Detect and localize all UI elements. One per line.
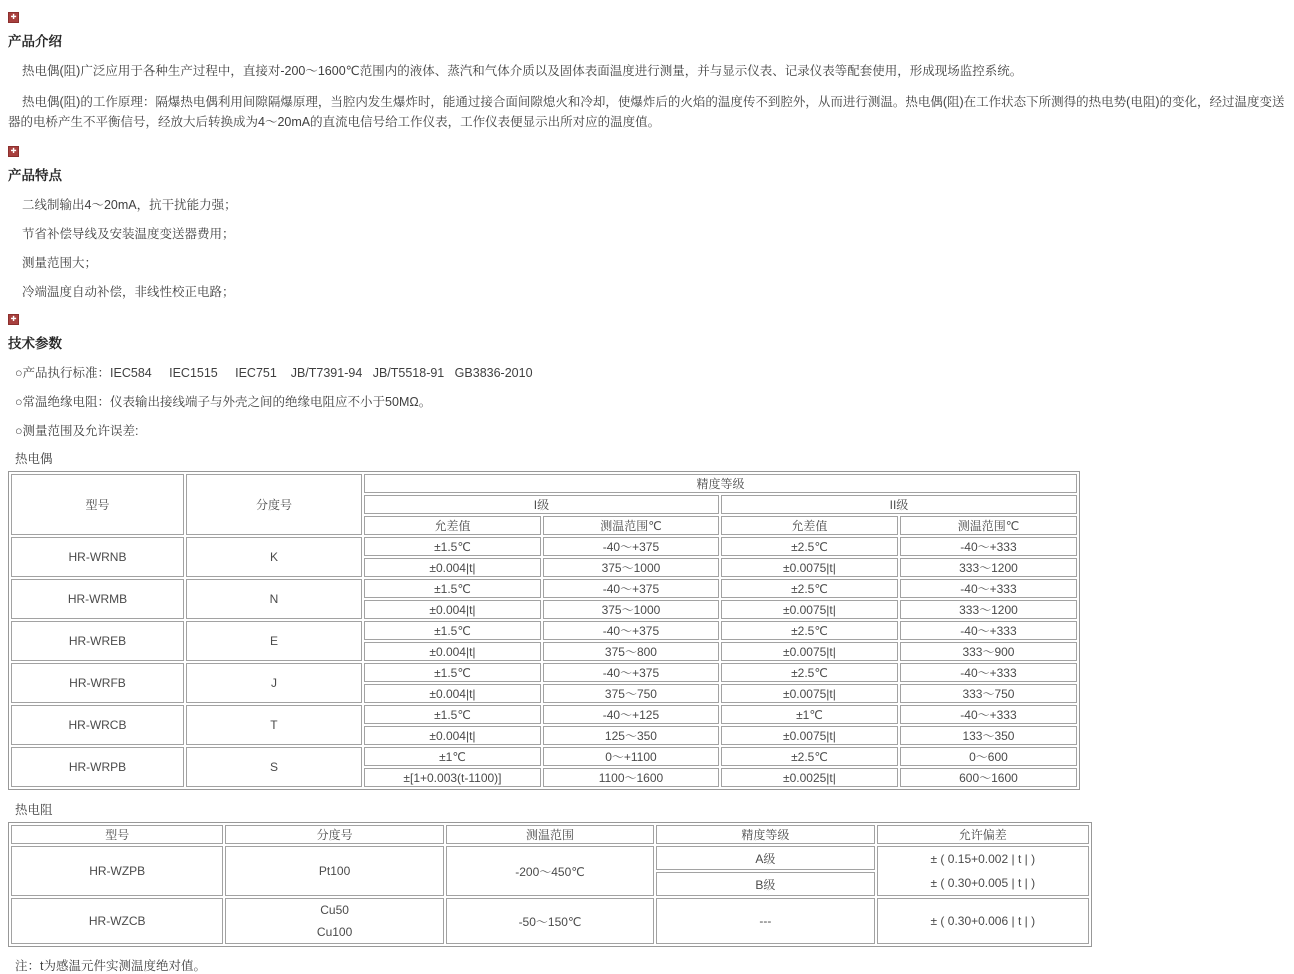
cell-grade: A级 — [656, 846, 874, 870]
header-range: 测温范围℃ — [900, 516, 1077, 535]
cell-model: HR-WRFB — [11, 663, 184, 703]
header-range: 测温范围℃ — [543, 516, 719, 535]
cell-range: -200～450℃ — [446, 846, 654, 896]
table-row — [11, 747, 1077, 766]
cell-tolerance: ±0.004|t| — [364, 600, 541, 619]
cell-tolerance: ±2.5℃ — [721, 621, 898, 640]
cell-range: 333～750 — [900, 684, 1077, 703]
cell-grade: B级 — [656, 872, 874, 896]
feature-item: 节省补偿导线及安装温度变送器费用； — [22, 227, 235, 242]
cell-tolerance: ±0.0075|t| — [721, 642, 898, 661]
intro-paragraph-1: 热电偶(阻)广泛应用于各种生产过程中，直接对-200～1600℃范围内的液体、蒸汽和气体介质以及固体表面温度进行测量，并与显示仪表、记录仪表等配套使用，形成现场监控系统。 — [22, 64, 1023, 78]
table-row — [11, 846, 1089, 870]
rtd-spec-table — [8, 822, 1092, 947]
broken-image-icon: ✚ — [8, 314, 19, 325]
thermocouple-spec-table — [8, 471, 1080, 790]
cell-model: HR-WRPB — [11, 747, 184, 787]
tech-standard-line: ○产品执行标准：IEC584 IEC1515 IEC751 JB/T7391-94 JB/T5518-91 GB3836-2010 — [15, 366, 533, 381]
cell-tolerance: ±0.0075|t| — [721, 726, 898, 745]
cell-tolerance: ±2.5℃ — [721, 537, 898, 556]
cell-range: -40～+333 — [900, 537, 1077, 556]
cell-tolerance: ±2.5℃ — [721, 663, 898, 682]
feature-item: 冷端温度自动补偿，非线性校正电路； — [22, 285, 235, 300]
table-row — [11, 663, 1077, 682]
cell-range: 375～1000 — [543, 558, 719, 577]
cell-tolerance: ±0.004|t| — [364, 684, 541, 703]
header-precision: 精度等级 — [656, 825, 874, 844]
header-tolerance: 允差值 — [721, 516, 898, 535]
cell-model: HR-WZCB — [11, 898, 223, 944]
table-row — [11, 705, 1077, 724]
cell-range: -40～+333 — [900, 621, 1077, 640]
cell-graduation: Pt100 — [225, 846, 443, 896]
cell-tolerance: ±1.5℃ — [364, 579, 541, 598]
cell-range: 375～750 — [543, 684, 719, 703]
cell-model: HR-WREB — [11, 621, 184, 661]
table-row — [11, 621, 1077, 640]
section-features — [8, 142, 1286, 300]
cell-tolerance: ±1.5℃ — [364, 621, 541, 640]
tech-heading: 技术参数 — [8, 336, 62, 352]
header-tolerance: 允差值 — [364, 516, 541, 535]
header-graduation: 分度号 — [225, 825, 443, 844]
graduation-line: Cu100 — [316, 925, 353, 940]
cell-range: 333～1200 — [900, 600, 1077, 619]
section-tech — [8, 310, 1286, 439]
cell-grade: --- — [656, 898, 874, 944]
cell-range: 0～600 — [900, 747, 1077, 766]
rtd-table-label: 热电阻 — [15, 803, 53, 818]
intro-heading: 产品介绍 — [8, 34, 62, 49]
tech-insulation-line: ○常温绝缘电阻：仪表输出接线端子与外壳之间的绝缘电阻应不小于50MΩ。 — [15, 395, 432, 410]
cell-tolerance: ±0.0025|t| — [721, 768, 898, 787]
cell-graduation: S — [186, 747, 362, 787]
cell-graduation: N — [186, 579, 362, 619]
header-level1: I级 — [364, 495, 719, 514]
header-deviation: 允许偏差 — [877, 825, 1089, 844]
cell-range: -50～150℃ — [446, 898, 654, 944]
header-model: 型号 — [11, 474, 184, 535]
header-precision: 精度等级 — [364, 474, 1077, 493]
section-intro — [8, 8, 1286, 132]
cell-range: 0～+1100 — [543, 747, 719, 766]
cell-range: 133～350 — [900, 726, 1077, 745]
cell-tolerance: ±2.5℃ — [721, 747, 898, 766]
cell-range: 600～1600 — [900, 768, 1077, 787]
cell-tolerance: ±[1+0.003(t-1100)] — [364, 768, 541, 787]
cell-graduation — [225, 898, 443, 944]
cell-tolerance: ±1℃ — [364, 747, 541, 766]
cell-range: -40～+333 — [900, 705, 1077, 724]
cell-range: -40～+333 — [900, 579, 1077, 598]
cell-range: 375～1000 — [543, 600, 719, 619]
header-model: 型号 — [11, 825, 223, 844]
features-heading: 产品特点 — [8, 168, 62, 184]
table-row — [11, 579, 1077, 598]
cell-tolerance: ±1℃ — [721, 705, 898, 724]
cell-tolerance: ±0.004|t| — [364, 558, 541, 577]
cell-range: -40～+375 — [543, 663, 719, 682]
cell-deviation: ± ( 0.30+0.006 | t | ) — [877, 898, 1089, 944]
cell-graduation: K — [186, 537, 362, 577]
cell-graduation: T — [186, 705, 362, 745]
feature-item: 测量范围大； — [22, 256, 98, 271]
broken-image-icon: ✚ — [8, 146, 19, 157]
tech-range-line: ○测量范围及允许误差: — [15, 424, 139, 439]
cell-range: -40～+375 — [543, 537, 719, 556]
cell-tolerance: ±0.0075|t| — [721, 684, 898, 703]
cell-tolerance: ±0.0075|t| — [721, 558, 898, 577]
cell-range: 333～900 — [900, 642, 1077, 661]
cell-range: 125～350 — [543, 726, 719, 745]
footnote: 注：t为感温元件实测温度绝对值。 — [15, 959, 206, 974]
cell-range: -40～+333 — [900, 663, 1077, 682]
cell-range: -40～+375 — [543, 579, 719, 598]
cell-tolerance: ±2.5℃ — [721, 579, 898, 598]
cell-graduation: E — [186, 621, 362, 661]
cell-model: HR-WZPB — [11, 846, 223, 896]
header-range: 测温范围 — [446, 825, 654, 844]
table-row — [11, 537, 1077, 556]
cell-model: HR-WRMB — [11, 579, 184, 619]
cell-model: HR-WRCB — [11, 705, 184, 745]
deviation-line: ± ( 0.30+0.005 | t | ) — [930, 876, 1036, 891]
header-graduation: 分度号 — [186, 474, 362, 535]
cell-tolerance: ±1.5℃ — [364, 663, 541, 682]
broken-image-icon: ✚ — [8, 12, 19, 23]
cell-model: HR-WRNB — [11, 537, 184, 577]
intro-paragraph-2: 热电偶(阻)的工作原理：隔爆热电偶利用间隙隔爆原理，当腔内发生爆炸时，能通过接合面间隙熄火和冷却，使爆炸后的火焰的温度传不到腔外，从而进行测温。热电偶(阻)在工作状态下所测得的热电势(电阻)的变化，经过温度变送器的电桥产生不平衡信号，经放大后转换成为4～20mA的直流电信号给工作仪表，工作仪表便显示出所对应的温度值。 — [8, 95, 1285, 129]
deviation-line: ± ( 0.15+0.002 | t | ) — [930, 852, 1036, 867]
table-row — [11, 898, 1089, 944]
cell-tolerance: ±0.004|t| — [364, 726, 541, 745]
cell-tolerance: ±0.0075|t| — [721, 600, 898, 619]
cell-graduation: J — [186, 663, 362, 703]
cell-range: -40～+375 — [543, 621, 719, 640]
cell-range: 1100～1600 — [543, 768, 719, 787]
header-level2: II级 — [721, 495, 1077, 514]
cell-tolerance: ±1.5℃ — [364, 537, 541, 556]
cell-range: 333～1200 — [900, 558, 1077, 577]
thermocouple-table-label: 热电偶 — [15, 452, 53, 467]
feature-item: 二线制输出4～20mA，抗干扰能力强； — [22, 198, 237, 213]
cell-tolerance: ±1.5℃ — [364, 705, 541, 724]
cell-deviation — [877, 846, 1089, 896]
graduation-line: Cu50 — [320, 903, 349, 918]
cell-range: 375～800 — [543, 642, 719, 661]
cell-range: -40～+125 — [543, 705, 719, 724]
cell-tolerance: ±0.004|t| — [364, 642, 541, 661]
